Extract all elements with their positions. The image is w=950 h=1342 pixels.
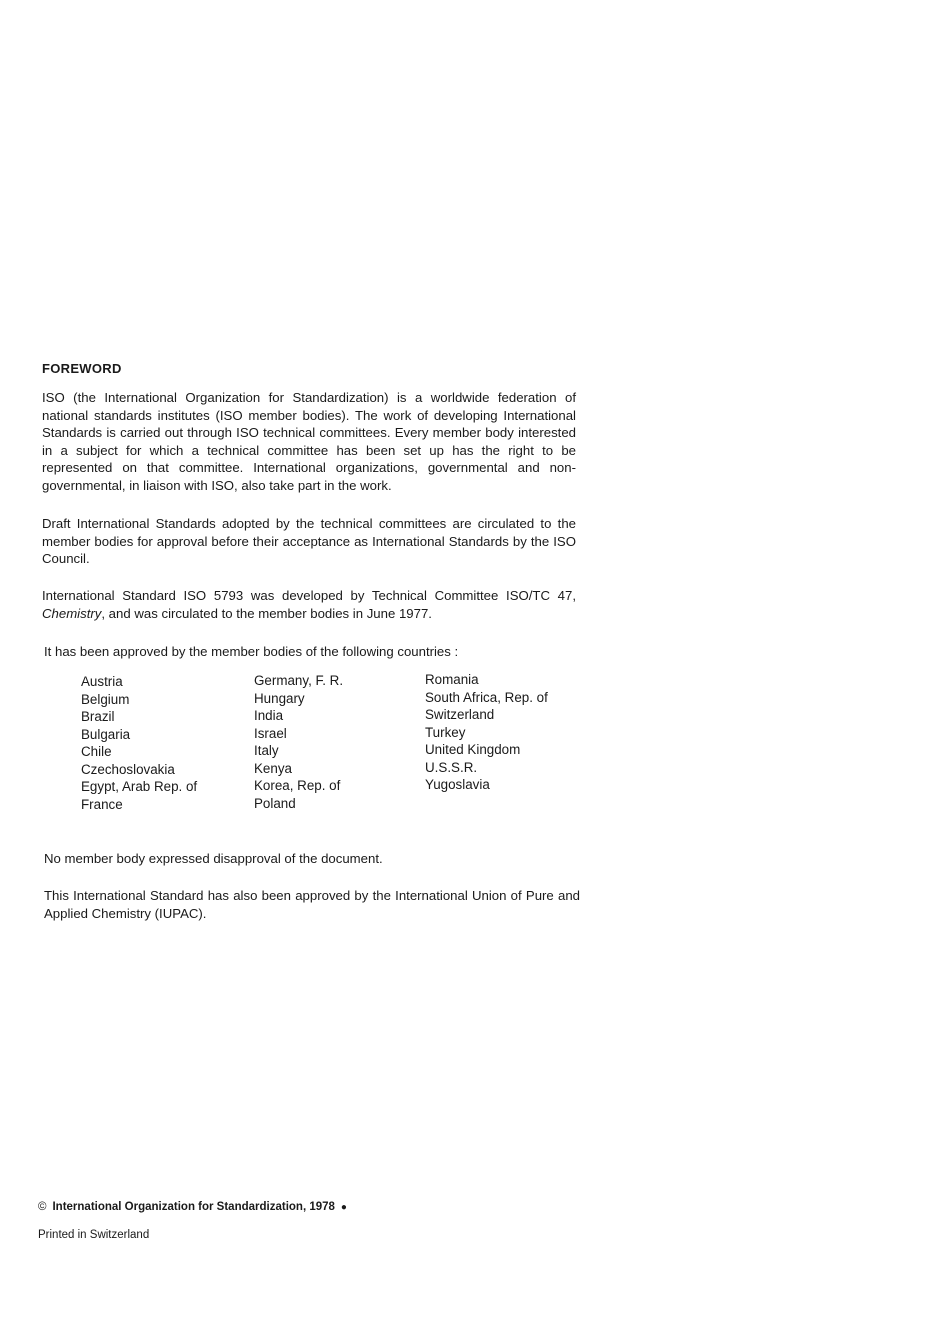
- country-item: Korea, Rep. of: [254, 778, 341, 793]
- country-item: Czechoslovakia: [81, 761, 175, 777]
- country-list-column-3: [425, 671, 548, 794]
- country-item: Switzerland: [425, 707, 495, 722]
- country-item: U.S.S.R.: [425, 759, 478, 775]
- country-item: India: [254, 708, 284, 723]
- country-item: South Africa, Rep. of: [425, 689, 548, 705]
- country-item: Israel: [254, 725, 287, 741]
- country-list-column-1: [81, 673, 197, 813]
- country-list-column-2: [254, 672, 343, 812]
- country-item: Chile: [81, 744, 112, 759]
- p3-text-before: International Standard ISO 5793 was developed by Technical Committee ISO/TC 47,: [42, 588, 576, 603]
- p3-committee-name: Chemistry: [42, 605, 102, 621]
- country-item: Belgium: [81, 691, 130, 707]
- country-item: Romania: [425, 672, 479, 687]
- approval-intro: It has been approved by the member bodies of the following countries :: [44, 644, 459, 659]
- bullet-icon: ●: [340, 1202, 347, 1213]
- country-item: Brazil: [81, 709, 115, 724]
- country-item: Bulgaria: [81, 726, 131, 742]
- country-item: United Kingdom: [425, 742, 521, 757]
- p3-text-after: , and was circulated to the member bodies in June 1977.: [101, 605, 432, 621]
- country-item: Poland: [254, 795, 296, 811]
- country-item: Germany, F. R.: [254, 673, 344, 688]
- country-item: Egypt, Arab Rep. of: [81, 779, 198, 794]
- foreword-paragraph-3: [42, 587, 576, 622]
- country-item: Austria: [81, 674, 123, 689]
- copyright-text: International Organization for Standardization, 1978: [52, 1201, 335, 1213]
- country-item: Turkey: [425, 724, 466, 740]
- foreword-heading: FOREWORD: [42, 361, 122, 376]
- printed-location: Printed in Switzerland: [38, 1229, 150, 1241]
- country-item: France: [81, 796, 123, 812]
- country-item: Yugoslavia: [425, 777, 490, 792]
- foreword-paragraph-1: ISO (the International Organization for Standardization) is a worldwide federation of national standards institutes (ISO member bodies). The work of developing International Standards is carried out through ISO technical committees. Every member body interested in a subject for which a technical committee has been set up has the right to be represented on that committee. International organizations, governmental and non-governmental, in liaison with ISO, also take part in the work.: [42, 390, 576, 493]
- foreword-paragraph-2: Draft International Standards adopted by the technical committees are circulated to the member bodies for approval before their acceptance as International Standards by the ISO Council.: [42, 516, 576, 567]
- copyright-line: [38, 1201, 347, 1213]
- country-item: Kenya: [254, 760, 292, 776]
- country-item: Hungary: [254, 690, 305, 706]
- iupac-statement: This International Standard has also been approved by the International Union of Pure and Applied Chemistry (IUPAC).: [44, 888, 580, 921]
- country-item: Italy: [254, 743, 279, 758]
- copyright-symbol: ©: [38, 1201, 47, 1213]
- disapproval-statement: No member body expressed disapproval of the document.: [44, 851, 383, 866]
